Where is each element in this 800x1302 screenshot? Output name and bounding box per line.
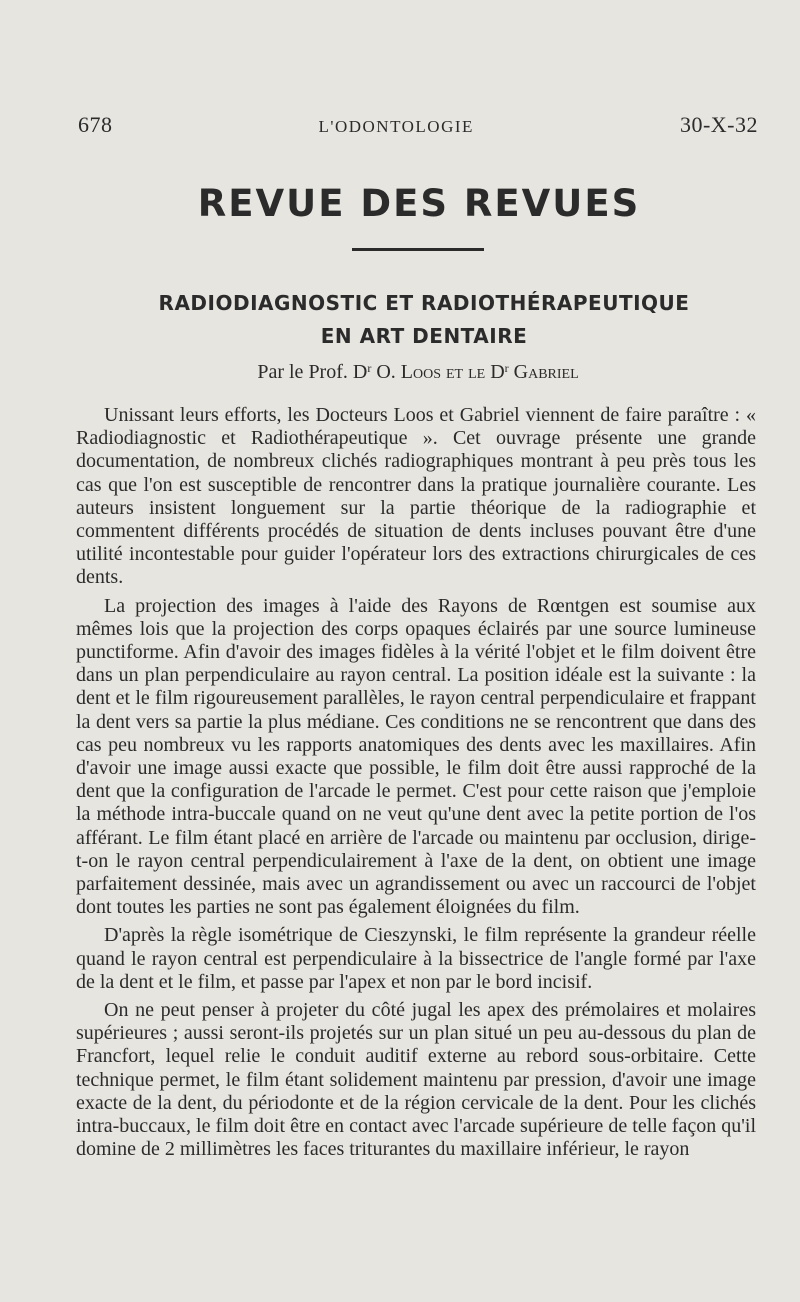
section-title: REVUE DES REVUES [197,182,641,225]
article-title [0,287,800,353]
article-title-line-2: EN ART DENTAIRE [320,324,528,348]
paragraph: On ne peut penser à projeter du côté jugal les apex des prémolaires et molaires supérieures ; aussi seront-ils projetés sur un plan situé un peu au-dessous du plan de Francfort, lequel relie le conduit auditif externe au rebord sous-orbitaire. Cette technique permet, le film étant solidement maintenu par pression, d'avoir une image exacte de la dent, du périodonte et de la région cervicale de la dent. Pour les clichés intra-buccaux, le film doit être en contact avec l'arcade supérieure de telle façon qu'il domine de 2 millimètres les faces triturantes du maxillaire inférieur, le rayon [76,999,756,1161]
page-number: 678 [78,112,113,137]
issue-date: 30-X-32 [679,112,758,137]
paragraph: D'après la règle isométrique de Cieszynski, le film représente la grandeur réelle quand le rayon central est perpendiculaire à la bissectrice de l'angle formé par l'axe de la dent et le film, et passe par l'apex et non par le bord incisif. [76,924,756,993]
journal-name: L'ODONTOLOGIE [318,117,474,136]
article-body [76,404,756,1167]
byline-sup-2: r [504,361,509,375]
paragraph: La projection des images à l'aide des Rayons de Rœntgen est soumise aux mêmes lois que la projection des corps opaques éclairés par une source lumineuse punctiforme. Afin d'avoir des images fidèles à la vérité l'objet et le film doivent être dans un plan perpendiculaire au rayon central. La position idéale est la suivante : la dent et le film rigoureusement parallèles, le rayon central perpendiculaire et frappant la dent vers sa partie la plus médiane. Ces conditions ne se rencontrent que dans des cas peu nombreux vu les rapports anatomiques des dents avec les maxillaires. Afin d'avoir une image aussi exacte que possible, le film doit être aussi rapproché de la dent que la configuration de l'arcade le permet. C'est pour cette raison que j'emploie la méthode intra-buccale quand on ne veut qu'une dent avec la petite portion de l'os afférant. Le film étant placé en arrière de l'arcade ou maintenu par occlusion, dirige-t-on le rayon central perpendiculairement à l'axe de la dent, on obtient une image parfaitement dessinée, mais avec un agrandissement ou avec un raccourci de l'objet dont toutes les parties ne sont pas également éloignées du film. [76,594,756,919]
byline-prefix: Par le Prof. D [257,361,368,383]
article-title-line-1: RADIODIAGNOSTIC ET RADIOTHÉRAPEUTIQUE [158,291,690,315]
byline-author-1: O. Loos et le D [371,361,505,383]
byline-sup-1: r [367,361,372,375]
byline [0,361,800,384]
paragraph: Unissant leurs efforts, les Docteurs Loos et Gabriel viennent de faire paraître : « Radiodiagnostic et Radiothérapeutique ». Cet ouvrage présente une grande documentation, de nombreux clichés radiographiques montrant à peu près tous les cas que l'on est susceptible de rencontrer dans la pratique journalière courante. Les auteurs insistent longuement sur la partie théorique de la radiographie et commentent différents procédés de situation de dents incluses pouvant être d'une utilité incontestable pour guider l'opérateur lors des extractions chirurgicales de ces dents. [76,404,756,589]
running-head [78,112,758,142]
byline-author-2: Gabriel [508,361,579,383]
title-rule [352,248,484,251]
